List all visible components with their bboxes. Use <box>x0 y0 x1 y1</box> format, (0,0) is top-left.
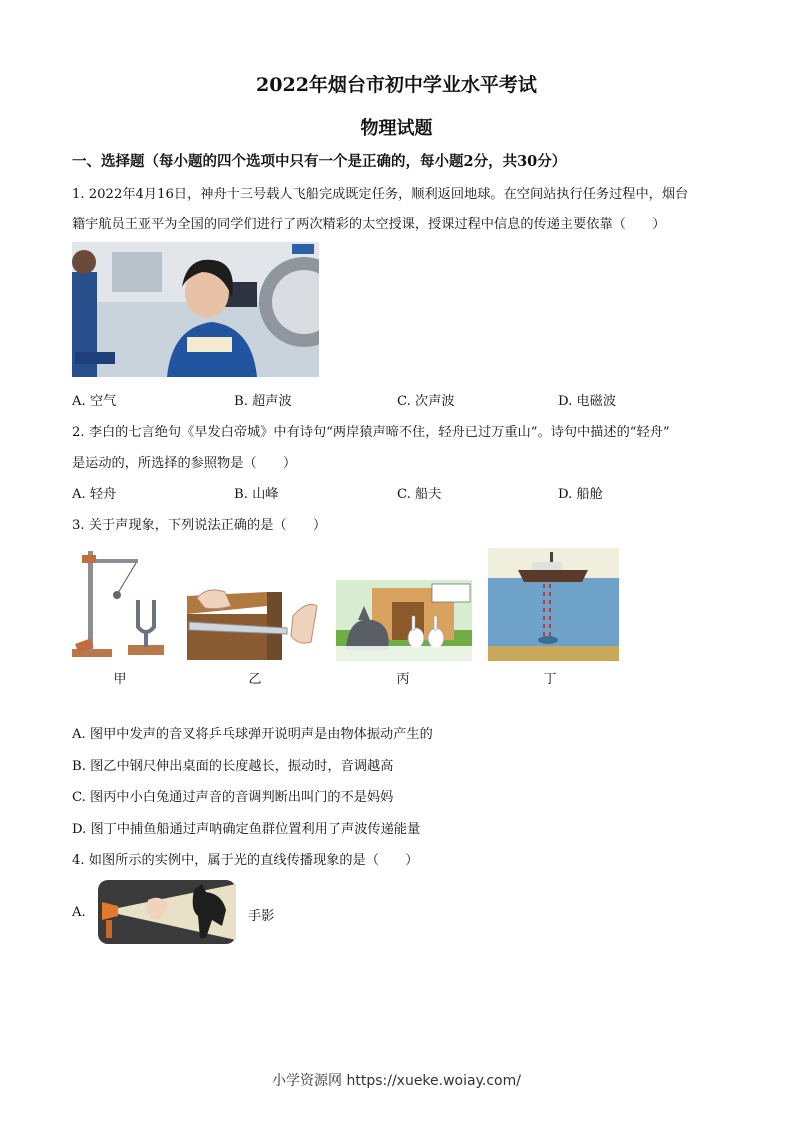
exam-title: 2022年烟台市初中学业水平考试 <box>256 74 537 96</box>
q4-option-a-text: 手影 <box>248 909 275 924</box>
q1-option-c[interactable]: C. 次声波 <box>397 394 455 409</box>
figure-sonar-boat <box>488 548 619 661</box>
q2-option-d[interactable]: D. 船舱 <box>558 487 603 502</box>
q1-option-b[interactable]: B. 超声波 <box>234 394 292 409</box>
caption-jia: 甲 <box>113 672 127 687</box>
q4-line1: 4. 如图所示的实例中，属于光的直线传播现象的是（ ） <box>72 853 419 868</box>
figure-steel-ruler <box>187 586 321 660</box>
caption-yi: 乙 <box>248 672 262 687</box>
figure-tuning-fork <box>72 545 168 661</box>
space-class-photo <box>72 242 319 377</box>
q2-line2: 是运动的，所选择的参照物是（ ） <box>72 456 297 471</box>
caption-bing: 丙 <box>396 672 410 687</box>
q2-option-b[interactable]: B. 山峰 <box>234 487 279 502</box>
caption-ding: 丁 <box>543 672 557 687</box>
q2-option-c[interactable]: C. 船夫 <box>397 487 442 502</box>
q4-option-a-label[interactable]: A. <box>72 905 86 920</box>
q3-option-b[interactable]: B. 图乙中钢尺伸出桌面的长度越长，振动时，音调越高 <box>72 759 394 774</box>
q1-line1: 1. 2022年4月16日，神舟十三号载人飞船完成既定任务，顺利返回地球。在空间站执行任务过程中，烟台 <box>72 187 689 202</box>
q3-line1: 3. 关于声现象，下列说法正确的是（ ） <box>72 518 327 533</box>
figure-hand-shadow <box>98 880 236 944</box>
q1-option-a[interactable]: A. 空气 <box>72 394 117 409</box>
q3-option-c[interactable]: C. 图丙中小白兔通过声音的音调判断出叫门的不是妈妈 <box>72 790 394 805</box>
q1-line2: 籍宇航员王亚平为全国的同学们进行了两次精彩的太空授课，授课过程中信息的传递主要依靠（ ） <box>72 217 666 232</box>
section-heading: 一、选择题（每小题的四个选项中只有一个是正确的，每小题2分，共30分） <box>72 153 567 170</box>
exam-subtitle: 物理试题 <box>360 118 433 139</box>
footer-watermark[interactable]: 小学资源网 https://xueke.woiay.com/ <box>272 1073 521 1089</box>
q3-option-a[interactable]: A. 图甲中发声的音叉将乒乓球弹开说明声是由物体振动产生的 <box>72 727 433 742</box>
q2-line1: 2. 李白的七言绝句《早发白帝城》中有诗句“两岸猿声啼不住，轻舟已过万重山”。诗句中描述的“轻舟” <box>72 425 670 440</box>
q2-option-a[interactable]: A. 轻舟 <box>72 487 117 502</box>
q1-option-d[interactable]: D. 电磁波 <box>558 394 617 409</box>
q3-option-d[interactable]: D. 图丁中捕鱼船通过声呐确定鱼群位置利用了声波传递能量 <box>72 822 421 837</box>
figure-wolf-rabbits <box>336 580 472 661</box>
